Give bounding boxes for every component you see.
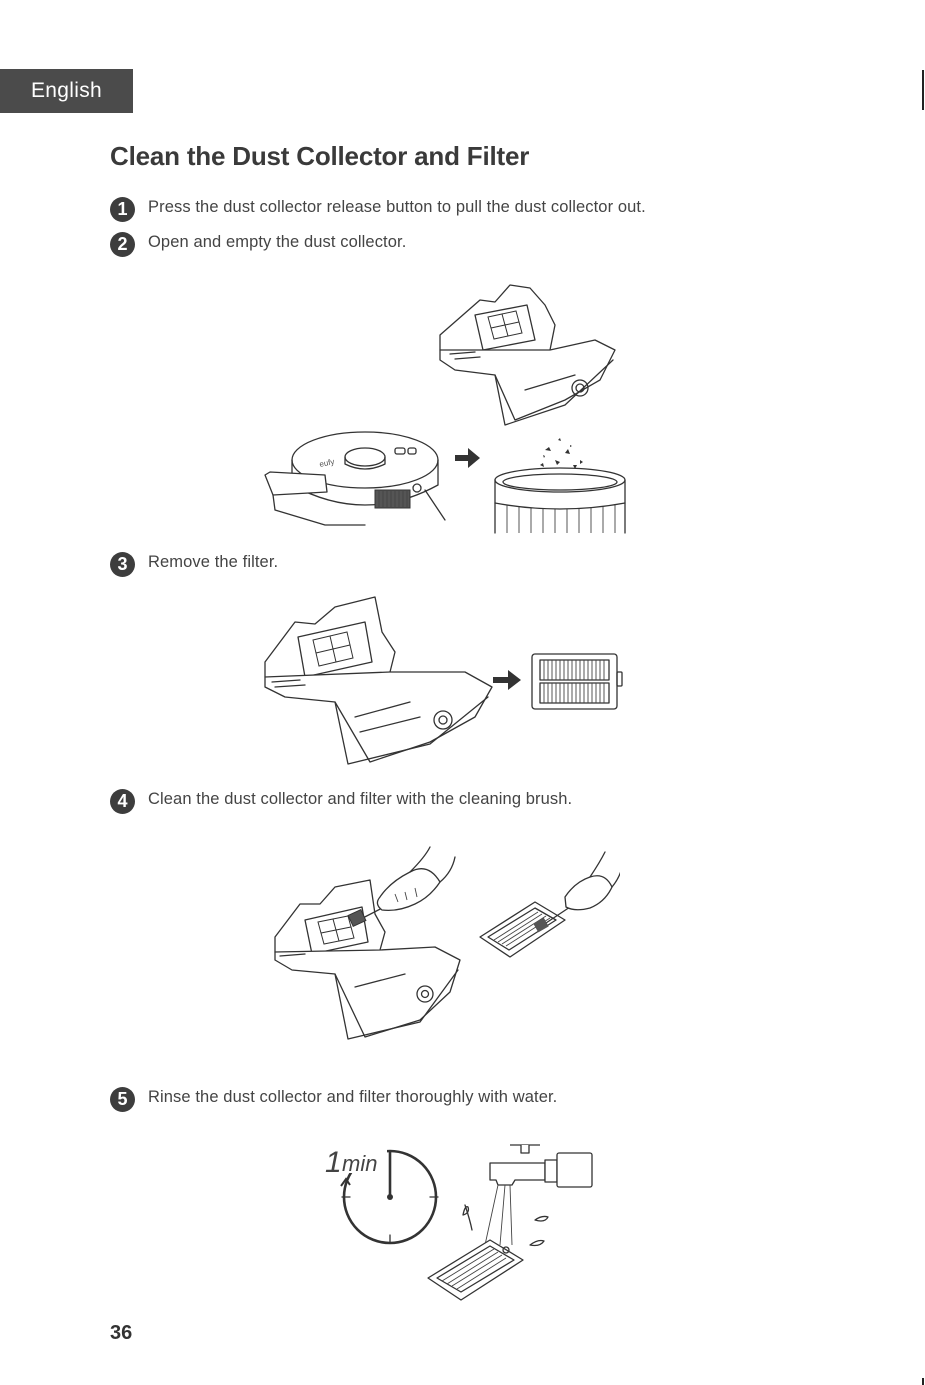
arrow-right-icon	[493, 670, 521, 690]
filter-image	[428, 1240, 523, 1300]
filter-image	[532, 654, 622, 709]
timer-clock-icon	[325, 1143, 438, 1243]
dust-collector-open-image	[275, 880, 460, 1039]
step-text: Clean the dust collector and filter with the cleaning brush.	[148, 790, 573, 808]
step-text: Open and empty the dust collector.	[148, 233, 407, 251]
timer-value: 1	[325, 1146, 342, 1179]
page-title: Clean the Dust Collector and Filter	[110, 141, 530, 171]
crop-mark-top	[922, 70, 924, 110]
robot-vacuum-image	[265, 432, 445, 525]
filter-brush-image	[480, 852, 620, 957]
remove-filter-illustration	[260, 592, 630, 777]
step-text: Press the dust collector release button to pull the dust collector out.	[148, 198, 646, 216]
robot-empty-illustration	[255, 275, 645, 540]
brush-cleaning-illustration	[270, 842, 620, 1042]
step-number: 5	[110, 1087, 135, 1112]
rinse-illustration	[320, 1135, 610, 1310]
dust-collector-open-image	[440, 285, 615, 425]
arrow-right-icon	[455, 448, 480, 468]
step-number: 4	[110, 789, 135, 814]
step-text: Remove the filter.	[148, 553, 279, 571]
step-text: Rinse the dust collector and filter thoroughly with water.	[148, 1088, 558, 1106]
language-tab: English	[0, 69, 133, 113]
robot-logo-text: eufy	[318, 457, 336, 469]
faucet-image	[485, 1145, 592, 1245]
dust-collector-open-image	[265, 597, 492, 764]
step-number: 3	[110, 552, 135, 577]
step-number: 2	[110, 232, 135, 257]
page-number: 36	[110, 1322, 133, 1344]
timer-unit: min	[342, 1151, 378, 1176]
water-droplets-icon	[463, 1205, 548, 1246]
crop-mark-bottom	[922, 1378, 924, 1385]
trash-bin-image	[495, 468, 625, 533]
step-number: 1	[110, 197, 135, 222]
